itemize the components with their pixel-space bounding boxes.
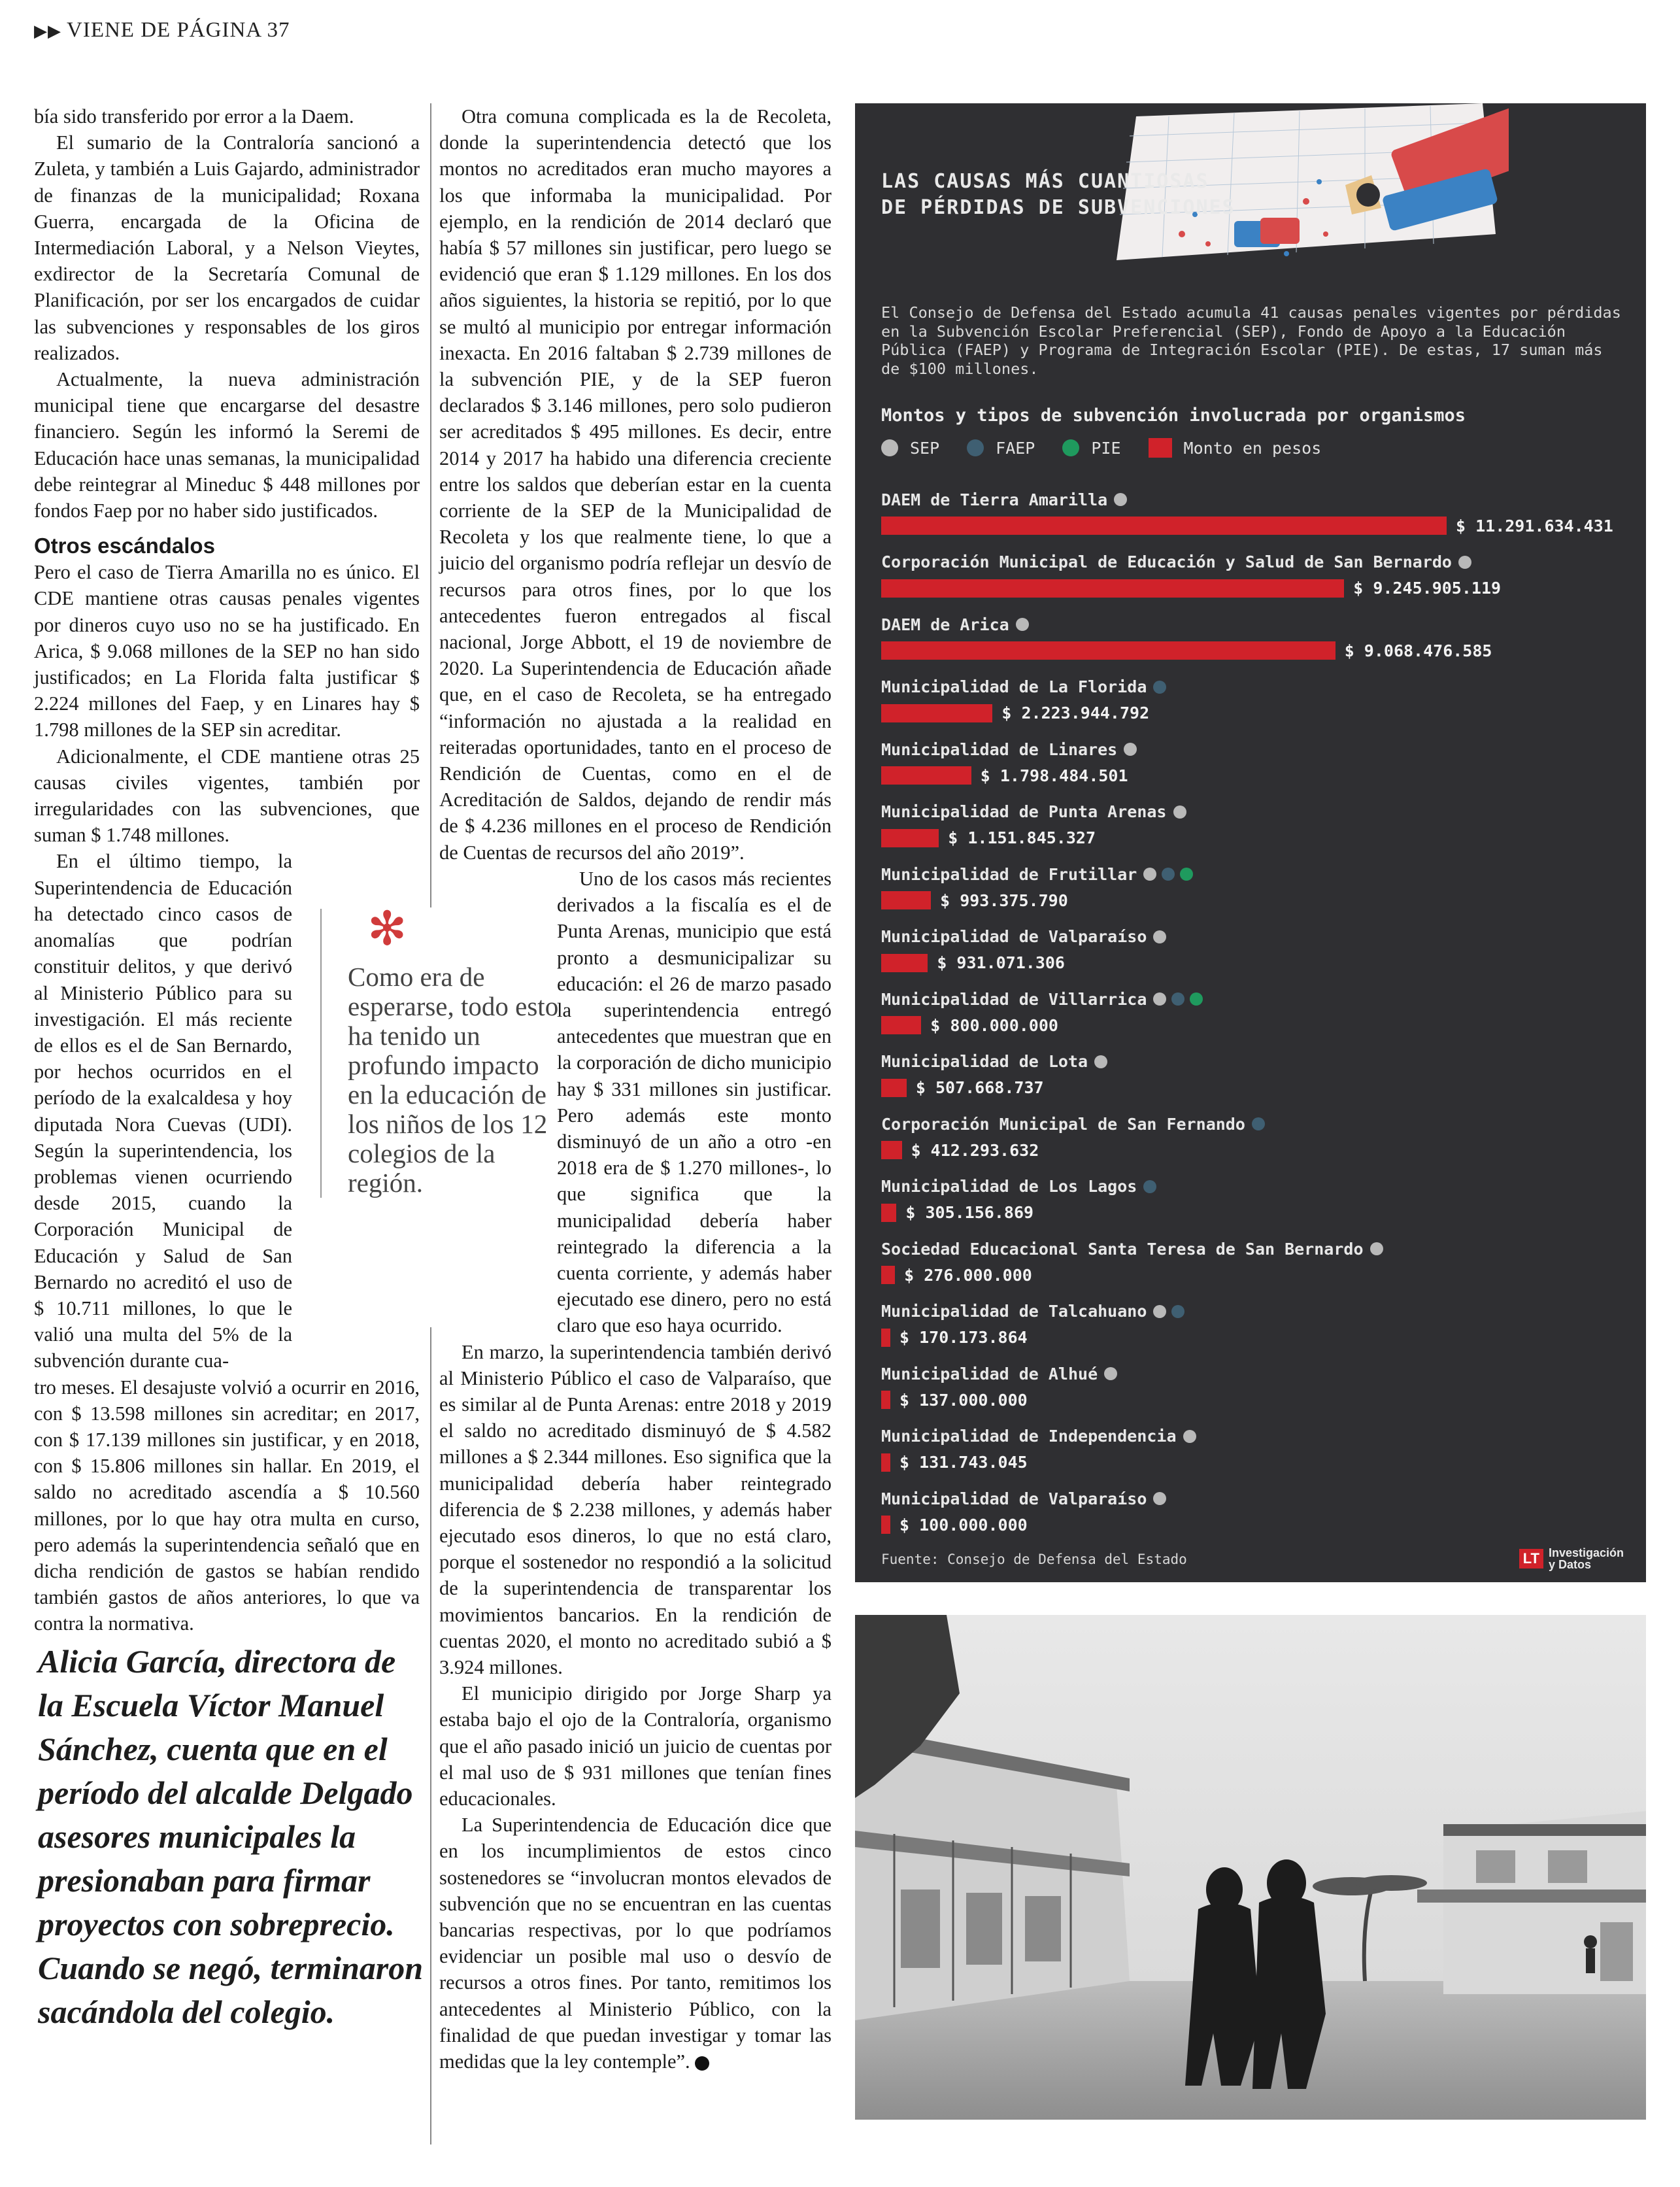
subsidy-type-dots [1153, 930, 1166, 943]
category-text: Municipalidad de Linares [881, 739, 1118, 759]
photo-caption: Alicia García, directora de la Escuela Víctor Manuel Sánchez, cuenta que en el período del alcalde Delgado asesores municipales la presionaban para firmar proyectos con sobreprecio. Cuando se negó, terminaron sacándola del colegio. [38, 1643, 424, 2030]
bar-category-label [881, 864, 1626, 885]
bar [881, 1204, 896, 1222]
bar-value-label: $ 931.071.306 [937, 953, 1065, 972]
subsidy-type-dot [1171, 1305, 1184, 1318]
paragraph: tro meses. El desajuste volvió a ocurrir en 2016, con $ 13.598 millones sin acreditar; en 2017, con $ 17.139 millones sin justificar, y en 2018, con $ 15.806 millones sin hallar. En 2019, el saldo no acreditado ascendía a $ 10.560 millones, por lo que hay otra multa en curso, pero además la superintendencia señaló que en dicha rendición de gastos se habían rendido también gastos de años anteriores, lo que va contra la normativa. [34, 1376, 420, 1635]
chart-subtitle: Montos y tipos de subvención involucrada por organismos [881, 405, 1466, 426]
subsidy-type-dot [1190, 992, 1203, 1006]
subsidy-type-dot [1143, 1180, 1156, 1193]
category-text: Municipalidad de Frutillar [881, 864, 1137, 884]
bar-row [881, 1426, 1626, 1473]
subsidy-type-dots [1104, 1367, 1117, 1380]
bar-row [881, 802, 1626, 849]
bar [881, 891, 931, 909]
page-continuation-header [34, 18, 290, 42]
infographic-title: LAS CAUSAS MÁS CUANTIOSAS DE PÉRDIDAS DE SUBVENCIONES [881, 170, 1235, 219]
bar-value-label: $ 800.000.000 [930, 1015, 1058, 1035]
subsidy-type-dot [1153, 930, 1166, 943]
pull-quote-text: Como era de esperarse, todo esto ha tenido un profundo impacto en la educación de los niños de los 12 colegios de la región. [348, 962, 559, 1198]
legend-item [1149, 438, 1322, 458]
bar-value-label: $ 9.068.476.585 [1344, 641, 1492, 660]
category-text: Municipalidad de Punta Arenas [881, 802, 1167, 821]
bar [881, 1266, 895, 1284]
bar-row [881, 1363, 1626, 1410]
bar-row [881, 989, 1626, 1036]
bar-category-label [881, 739, 1626, 760]
bar-category-label [881, 1301, 1626, 1322]
bar [881, 1016, 921, 1034]
bar [881, 1079, 907, 1097]
paragraph: Uno de los casos más recientes derivados a la fiscalía es el de Punta Arenas, municipio que está pronto a desmunicipalizar su educación: el 26 de marzo pasado la superintendencia entregó antecedentes que muestran que en la corporación de dicho municipio hay $ 331 millones sin justificar. Pero además este monto disminuyó de un año a otro -en 2018 era de $ 1.270 millones-, lo que significa que la municipalidad debería haber reintegrado la diferencia a la cuenta corriente, y además haber ejecutado ese dinero, pero no está claro que eso haya ocurrido. [557, 867, 832, 1337]
bar-category-label [881, 989, 1626, 1009]
bar-value-label: $ 137.000.000 [899, 1390, 1028, 1410]
legend-label: SEP [910, 438, 940, 458]
school-photo [855, 1615, 1646, 2120]
header-text: VIENE DE PÁGINA 37 [67, 18, 290, 42]
subsidy-type-dot [1252, 1117, 1265, 1130]
asterisk-icon: ✻ [367, 901, 407, 956]
category-text: Municipalidad de Villarrica [881, 989, 1147, 1009]
subsidy-type-dots [1370, 1242, 1383, 1255]
legend-item [1062, 439, 1120, 458]
bar-value-label: $ 11.291.634.431 [1456, 516, 1613, 535]
bar-row [881, 864, 1626, 911]
bar-category-label [881, 802, 1626, 822]
column-divider [430, 1327, 431, 2145]
subsidy-type-dot [1458, 556, 1471, 569]
paragraph: En el último tiempo, la Superintendencia de Educación ha detectado cinco casos de anomalías que podrían constituir delitos, y que derivó al Ministerio Público para su investigación. El más reciente de ellos es el de San Bernardo, por hechos ocurridos en el período de la exalcaldesa y hoy diputada Nora Cuevas (UDI). Según la superintendencia, los problemas vienen ocurriendo desde 2015, cuando la Corporación Municipal de Educación y Salud de San Bernardo no acreditó el uso de $ 10.711 millones, lo que le valió una multa del 5% de la subvención durante cua- [34, 850, 292, 1372]
bar [881, 517, 1447, 535]
end-of-article-icon: D [695, 2056, 709, 2071]
schoolyard-photo-illustration [855, 1615, 1646, 2120]
bar-category-label [881, 677, 1626, 698]
bar-row [881, 489, 1626, 536]
subsidy-type-dots [1458, 556, 1471, 569]
bar-value-label: $ 100.000.000 [899, 1515, 1028, 1534]
subsidy-type-dots [1252, 1117, 1265, 1130]
category-text: Corporación Municipal de San Fernando [881, 1114, 1245, 1134]
bar [881, 1329, 890, 1347]
paragraph: bía sido transferido por error a la Daem. [34, 105, 354, 127]
bar-row [881, 1176, 1626, 1223]
bar-value-label: $ 2.223.944.792 [1001, 704, 1150, 722]
subsidy-type-dots [1016, 618, 1029, 631]
subsidy-type-dots [1153, 1492, 1166, 1505]
legend-label: FAEP [996, 438, 1035, 458]
bar [881, 1141, 902, 1159]
bar-category-label [881, 552, 1626, 573]
legend-label: Monto en pesos [1183, 438, 1322, 458]
section-heading: Otros escándalos [34, 534, 215, 558]
subsidy-type-dot [1180, 868, 1193, 881]
bar-category-label [881, 1051, 1626, 1072]
legend-label: PIE [1091, 438, 1121, 458]
subsidy-type-dot [1171, 992, 1184, 1006]
bar [881, 579, 1344, 598]
subsidy-type-dots [1143, 868, 1193, 881]
paragraph [439, 1812, 832, 2075]
bar-value-label: $ 993.375.790 [940, 890, 1068, 910]
subsidy-type-dots [1183, 1430, 1196, 1443]
subsidy-type-dots [1173, 805, 1186, 819]
subsidy-type-dots [1114, 493, 1127, 506]
category-text: Municipalidad de Los Lagos [881, 1177, 1137, 1196]
bar-category-label [881, 1113, 1626, 1134]
bar [881, 766, 971, 785]
bar [881, 1516, 890, 1534]
subsidy-type-dots [1153, 992, 1203, 1006]
category-text: Municipalidad de La Florida [881, 677, 1147, 696]
paragraph: Actualmente, la nueva administración municipal tiene que encargarse del desastre financiero. Según les informó la Seremi de Educación hace unas semanas, la municipalidad debe reintegrar al Mineduc $ 448 millones por fondos Faep por no haber sido justificados. [34, 368, 420, 522]
bar-category-label [881, 489, 1626, 510]
subsidy-type-dots [1094, 1055, 1107, 1068]
column-divider [430, 103, 431, 907]
bar-row [881, 926, 1626, 974]
source-note: Fuente: Consejo de Defensa del Estado [881, 1551, 1187, 1567]
legend-swatch [1062, 439, 1079, 456]
category-text: DAEM de Tierra Amarilla [881, 490, 1108, 509]
paragraph: Otra comuna complicada es la de Recoleta, donde la superintendencia detectó que los montos no acreditados eran mucho mayores a los que informaba la municipalidad. Por ejemplo, en la rendición de 2014 declaró que había $ 57 millones sin justificar, pero luego se evidenció que eran $ 1.129 millones. En los dos años siguientes, la historia se repitió, por lo que se multó al municipio por entregar información inexacta. En 2016 faltaban $ 2.739 millones de la subvención PIE, y de la SEP fueron declarados $ 3.146 millones, pero solo pudieron ser acreditados $ 495 millones. Es decir, entre 2014 y 2017 ha habido una diferencia creciente entre los saldos que deberían estar en la cuenta corriente de la SEP de la Municipalidad de Recoleta y los que realmente tiene, lo que a juicio del organismo podría reflejar un desvío de recursos para otros fines, por lo que los antecedentes fueron entregados al fiscal nacional, Jorge Abbott, el 19 de noviembre de 2020. La Superintendencia de Educación añade que, en el caso de Recoleta, se ha entregado “información no ajustada a la realidad en reiteradas oportunidades, tanto en el proceso de Rendición de Cuentas, como en el de Acreditación de Saldos, dejando de rendir más de $ 4.236 millones en el proceso de Rendición de Cuentas de recursos del año 2019”. [439, 105, 832, 864]
bar-row [881, 1051, 1626, 1098]
bar-row [881, 1301, 1626, 1348]
bar-category-label [881, 1426, 1626, 1447]
bar-category-label [881, 1238, 1626, 1259]
subsidy-type-dots [1153, 1305, 1184, 1318]
brand-text: Investigación [1548, 1546, 1624, 1559]
bar-row [881, 614, 1626, 661]
category-text: DAEM de Arica [881, 615, 1009, 634]
subsidy-type-dot [1370, 1242, 1383, 1255]
brand-logo-mark: LT [1519, 1549, 1543, 1568]
subsidy-type-dots [1143, 1180, 1156, 1193]
infographic [855, 103, 1646, 1582]
legend-swatch [967, 439, 984, 456]
bar [881, 641, 1336, 660]
bar-value-label: $ 412.293.632 [911, 1140, 1039, 1160]
subsidy-type-dot [1143, 868, 1156, 881]
bar-row [881, 1238, 1626, 1285]
subsidy-type-dot [1153, 681, 1166, 694]
category-text: Sociedad Educacional Santa Teresa de San Bernardo [881, 1239, 1364, 1259]
bar-value-label: $ 276.000.000 [904, 1265, 1032, 1285]
legend-item [881, 439, 939, 458]
category-text: Municipalidad de Alhué [881, 1364, 1098, 1383]
category-text: Corporación Municipal de Educación y Salud de San Bernardo [881, 552, 1452, 571]
subsidy-type-dot [1104, 1367, 1117, 1380]
brand-text: y Datos [1548, 1558, 1591, 1571]
legend-swatch [1149, 438, 1172, 458]
subsidy-type-dot [1153, 992, 1166, 1006]
subsidy-type-dot [1094, 1055, 1107, 1068]
subsidy-type-dot [1114, 493, 1127, 506]
bar [881, 1453, 890, 1472]
paragraph: El municipio dirigido por Jorge Sharp ya estaba bajo el ojo de la Contraloría, organismo que el año pasado inició un juicio de cuentas por el mal uso de $ 931 millones que tenían fines educacionales. [439, 1682, 832, 1810]
brand-logo [1519, 1547, 1624, 1570]
paragraph: Pero el caso de Tierra Amarilla no es único. El CDE mantiene otras causas penales vigentes por dineros cuyo uso no se ha justificado. En Arica, $ 9.068 millones de la SEP no han sido justificados; en La Florida falta justificar $ 2.224 millones del Faep, y en Linares hay $ 1.798 millones de la SEP sin acreditar. [34, 561, 420, 741]
bar-value-label: $ 131.743.045 [899, 1453, 1028, 1472]
double-arrow-icon: ▶▶ [34, 22, 61, 41]
bar-row [881, 677, 1626, 724]
subsidy-type-dot [1153, 1492, 1166, 1505]
article-column-1 [34, 103, 420, 1637]
category-text: Municipalidad de Valparaíso [881, 1489, 1147, 1508]
subsidy-type-dot [1183, 1430, 1196, 1443]
category-text: Municipalidad de Lota [881, 1052, 1088, 1071]
bar-category-label [881, 1176, 1626, 1197]
bar [881, 954, 928, 972]
legend-item [967, 439, 1035, 458]
bar-category-label [881, 1488, 1626, 1509]
bar-row [881, 739, 1626, 786]
bar-value-label: $ 507.668.737 [915, 1078, 1044, 1097]
bar-row [881, 1113, 1626, 1161]
bar [881, 829, 939, 847]
article-column-2 [439, 103, 832, 2075]
bar-value-label: $ 305.156.869 [905, 1203, 1034, 1222]
bar-value-label: $ 1.151.845.327 [948, 828, 1096, 847]
bar [881, 1391, 890, 1409]
category-text: Municipalidad de Independencia [881, 1427, 1177, 1446]
bar-value-label: $ 9.245.905.119 [1353, 579, 1502, 598]
bar-value-label: $ 1.798.484.501 [980, 766, 1128, 785]
category-text: Municipalidad de Valparaíso [881, 927, 1147, 946]
chart-legend [881, 438, 1321, 458]
subsidy-type-dot [1153, 1305, 1166, 1318]
bar-row [881, 1488, 1626, 1535]
subsidy-type-dot [1173, 805, 1186, 819]
legend-swatch [881, 439, 898, 456]
subsidy-type-dots [1153, 681, 1166, 694]
subsidy-type-dot [1016, 618, 1029, 631]
subsidy-type-dot [1124, 743, 1137, 756]
bar-category-label [881, 1363, 1626, 1384]
infographic-description: El Consejo de Defensa del Estado acumula 41 causas penales vigentes por pérdidas en la Subvención Escolar Preferencial (SEP), Fondo de Apoyo a la Educación Pública (FAEP) y Programa de Integración Escolar (PIE). De estas, 17 suman más de $100 millones. [881, 303, 1621, 378]
paragraph: Adicionalmente, el CDE mantiene otras 25 causas civiles vigentes, también por irregularidades con las subvenciones, que suman $ 1.748 millones. [34, 745, 420, 847]
paragraph: El sumario de la Contraloría sancionó a Zuleta, y también a Luis Gajardo, administrador de finanzas de la municipalidad; Roxana Guerra, encargada de la Oficina de Intermediación Laboral, y a Nelson Vieytes, exdirector de la Secretaría Comunal de Planificación, por ser los encargados de cuidar las subvenciones y responsables de los giros realizados. [34, 131, 420, 364]
bar-category-label [881, 614, 1626, 635]
bar-category-label [881, 926, 1626, 947]
paragraph-text: La Superintendencia de Educación dice que en los incumplimientos de estos cinco sostenedores se “involucran montos elevados de subvención que no se encuentran en las cuentas bancarias respectivas, por lo que podríamos evidenciar un posible mal uso o desvío de recursos a otros fines. Por tanto, remitimos los antecedentes al Ministerio Público, con la finalidad de que puedan investigar y tomar las medidas que la ley contemple”. [439, 1814, 832, 2073]
bar-value-label: $ 170.173.864 [899, 1328, 1028, 1347]
subsidy-type-dot [1162, 868, 1175, 881]
bar [881, 704, 992, 722]
paragraph: En marzo, la superintendencia también derivó al Ministerio Público el caso de Valparaíso, que es similar al de Punta Arenas: entre 2018 y 2019 el saldo no acreditado disminuyó de $ 4.582 millones a $ 2.344 millones. Eso significa que la municipalidad debería haber reintegrado diferencia de $ 2.238 millones, y además haber ejecutado esos dineros, lo que no está claro, porque el sostenedor no respondió a la solicitud de la superintendencia de transparentar los movimientos bancarios. En la rendición de cuentas 2020, el monto no acreditado subió a $ 3.924 millones. [439, 1340, 832, 1678]
category-text: Municipalidad de Talcahuano [881, 1302, 1147, 1321]
bar-row [881, 552, 1626, 599]
subsidy-type-dots [1124, 743, 1137, 756]
